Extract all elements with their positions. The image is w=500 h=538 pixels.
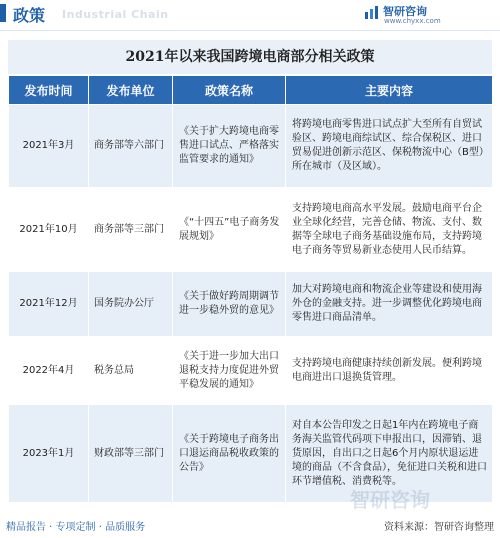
cell-content: 加大对跨境电商和物流企业等建设和使用海外仓的金融支持。进一步调整优化跨境电商零售进口商品清单。 bbox=[286, 272, 493, 337]
cell-time: 2023年1月 bbox=[9, 405, 89, 503]
brand-url: www.chyxx.com bbox=[384, 17, 441, 25]
cell-unit: 国务院办公厅 bbox=[89, 272, 173, 337]
cell-unit: 财政部等三部门 bbox=[89, 405, 173, 503]
cell-content: 对自本公告印发之日起1年内在跨境电子商务海关监管代码项下申报出口，因滞销、退货原因，自出口之日起6个月内原状退运进境的商品（不含食品），免征进口关税和进口环节增值税、消费税等。 bbox=[286, 405, 493, 503]
table-row bbox=[9, 272, 493, 337]
header-divider bbox=[0, 30, 500, 31]
footer-slogan: 精品报告 · 专项定制 · 品质服务 bbox=[6, 522, 146, 533]
table-row bbox=[9, 105, 493, 188]
cell-content: 支持跨境电商健康持续创新发展。便利跨境电商进出口退换货管理。 bbox=[286, 337, 493, 405]
column-header-content: 主要内容 bbox=[286, 76, 493, 105]
page-title: 政策 bbox=[13, 6, 46, 25]
bottom-watermark: 智研咨询 bbox=[350, 488, 430, 512]
column-header-unit: 发布单位 bbox=[89, 76, 173, 105]
cell-policy-name: 《关于做好跨周期调节进一步稳外贸的意见》 bbox=[173, 272, 286, 337]
cell-policy-name: 《“十四五”电子商务发展规划》 bbox=[173, 188, 286, 272]
column-header-time: 发布时间 bbox=[9, 76, 89, 105]
table-title: 2021年以来我国跨境电商部分相关政策 bbox=[8, 40, 492, 74]
cell-unit: 税务总局 bbox=[89, 337, 173, 405]
header-watermark: Industrial Chain bbox=[62, 8, 169, 21]
cell-time: 2021年12月 bbox=[9, 272, 89, 337]
policy-table bbox=[8, 75, 493, 503]
cell-unit: 商务部等三部门 bbox=[89, 188, 173, 272]
footer-source: 资料来源：智研咨询整理 bbox=[384, 522, 494, 533]
header-accent-bar bbox=[0, 4, 6, 22]
cell-time: 2021年3月 bbox=[9, 105, 89, 188]
table-header-row bbox=[9, 76, 493, 105]
brand-logo bbox=[364, 3, 492, 29]
cell-time: 2022年4月 bbox=[9, 337, 89, 405]
cell-policy-name: 《关于跨境电子商务出口退运商品税收政策的公告》 bbox=[173, 405, 286, 503]
page-header bbox=[0, 0, 500, 30]
cell-content: 将跨境电商零售进口试点扩大至所有自贸试验区、跨境电商综试区、综合保税区、进口贸易促进创新示范区、保税物流中心（B型）所在城市（及区域）。 bbox=[286, 105, 493, 188]
cell-policy-name: 《关于进一步加大出口退税支持力度促进外贸平稳发展的通知》 bbox=[173, 337, 286, 405]
brand-name: 智研咨询 bbox=[383, 5, 427, 18]
brand-logo-icon bbox=[364, 4, 380, 20]
column-header-name: 政策名称 bbox=[173, 76, 286, 105]
cell-content: 支持跨境电商高水平发展。鼓励电商平台企业全球化经营，完善仓储、物流、支付、数据等全球电子商务基础设施布局，支持跨境电子商务等贸易新业态使用人民币结算。 bbox=[286, 188, 493, 272]
cell-unit: 商务部等六部门 bbox=[89, 105, 173, 188]
table-row bbox=[9, 337, 493, 405]
cell-policy-name: 《关于扩大跨境电商零售进口试点、严格落实监管要求的通知》 bbox=[173, 105, 286, 188]
cell-time: 2021年10月 bbox=[9, 188, 89, 272]
table-row bbox=[9, 188, 493, 272]
